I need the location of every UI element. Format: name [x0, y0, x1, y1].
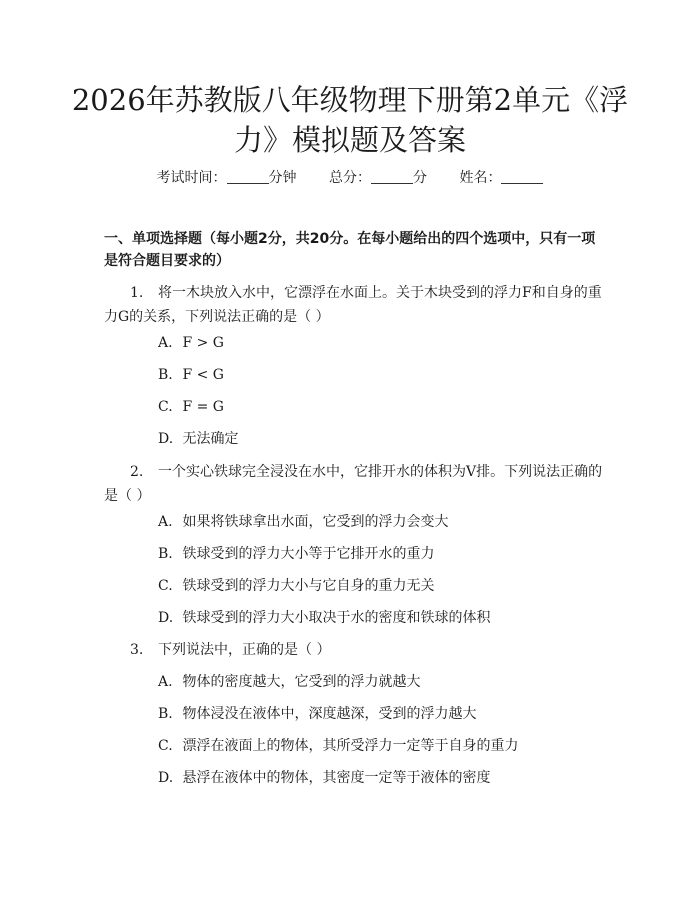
question-1: [104, 281, 604, 329]
question-text: 下列说法中，正确的是（ ）: [158, 642, 331, 658]
question-number: 1.: [130, 285, 144, 301]
option-label: B.: [158, 367, 173, 383]
question-number: 2.: [130, 464, 144, 480]
exam-info-line: [0, 168, 700, 188]
document-title: 2026年苏教版八年级物理下册第2单元《浮力》模拟题及答案: [71, 83, 629, 157]
question-3-option-a[interactable]: [158, 672, 598, 692]
question-3: [104, 638, 604, 662]
question-text: 将一木块放入水中，它漂浮在水面上。关于木块受到的浮力F和自身的重力G的关系，下列说法正确的是（ ）: [104, 285, 602, 325]
option-text: 悬浮在液体中的物体，其密度一定等于液体的密度: [182, 770, 491, 786]
section-heading: 一、单项选择题（每小题2分，共20分。在每小题给出的四个选项中，只有一项是符合题目要求的）: [104, 231, 596, 269]
option-label: B.: [158, 706, 173, 722]
total-score-label: 总分：: [329, 170, 371, 186]
exam-time-label: 考试时间：: [156, 170, 227, 186]
option-text: 无法确定: [182, 431, 239, 447]
option-label: A.: [158, 335, 173, 351]
option-label: D.: [158, 431, 174, 447]
total-score-field: [329, 168, 427, 188]
option-text: F < G: [182, 367, 224, 383]
question-2-option-a[interactable]: [158, 512, 598, 532]
question-1-option-c[interactable]: [158, 397, 598, 417]
option-label: D.: [158, 770, 174, 786]
option-label: B.: [158, 546, 173, 562]
option-label: A.: [158, 514, 173, 530]
option-label: C.: [158, 738, 173, 754]
question-2-option-b[interactable]: [158, 544, 598, 564]
option-text: 物体的密度越大，它受到的浮力就越大: [182, 674, 421, 690]
option-text: F > G: [182, 335, 224, 351]
total-score-unit: 分: [413, 170, 427, 186]
exam-time-unit: 分钟: [268, 170, 297, 186]
student-name-field: [459, 168, 543, 188]
question-2-option-c[interactable]: [158, 576, 598, 596]
exam-time-blank[interactable]: [227, 169, 269, 184]
student-name-label: 姓名：: [459, 170, 502, 186]
question-text: 一个实心铁球完全浸没在水中，它排开水的体积为V排。下列说法正确的是（ ）: [104, 464, 603, 504]
option-label: D.: [158, 610, 174, 626]
total-score-blank[interactable]: [371, 169, 413, 184]
exam-time-field: [157, 168, 297, 188]
student-name-blank[interactable]: [501, 169, 543, 184]
question-1-option-d[interactable]: [158, 429, 598, 449]
question-3-option-d[interactable]: [158, 768, 598, 788]
option-label: C.: [158, 578, 173, 594]
question-1-option-b[interactable]: [158, 365, 598, 385]
question-1-option-a[interactable]: [158, 333, 598, 353]
option-text: 物体浸没在液体中，深度越深，受到的浮力越大: [182, 706, 477, 722]
option-text: F = G: [182, 399, 224, 415]
question-2: [104, 460, 604, 508]
option-label: A.: [158, 674, 173, 690]
option-text: 铁球受到的浮力大小与它自身的重力无关: [182, 578, 435, 594]
question-number: 3.: [130, 642, 144, 658]
question-3-option-b[interactable]: [158, 704, 598, 724]
option-label: C.: [158, 399, 173, 415]
option-text: 铁球受到的浮力大小取决于水的密度和铁球的体积: [182, 610, 491, 626]
option-text: 铁球受到的浮力大小等于它排开水的重力: [182, 546, 435, 562]
question-3-option-c[interactable]: [158, 736, 598, 756]
option-text: 漂浮在液面上的物体，其所受浮力一定等于自身的重力: [182, 738, 519, 754]
question-2-option-d[interactable]: [158, 608, 598, 628]
option-text: 如果将铁球拿出水面，它受到的浮力会变大: [182, 514, 449, 530]
